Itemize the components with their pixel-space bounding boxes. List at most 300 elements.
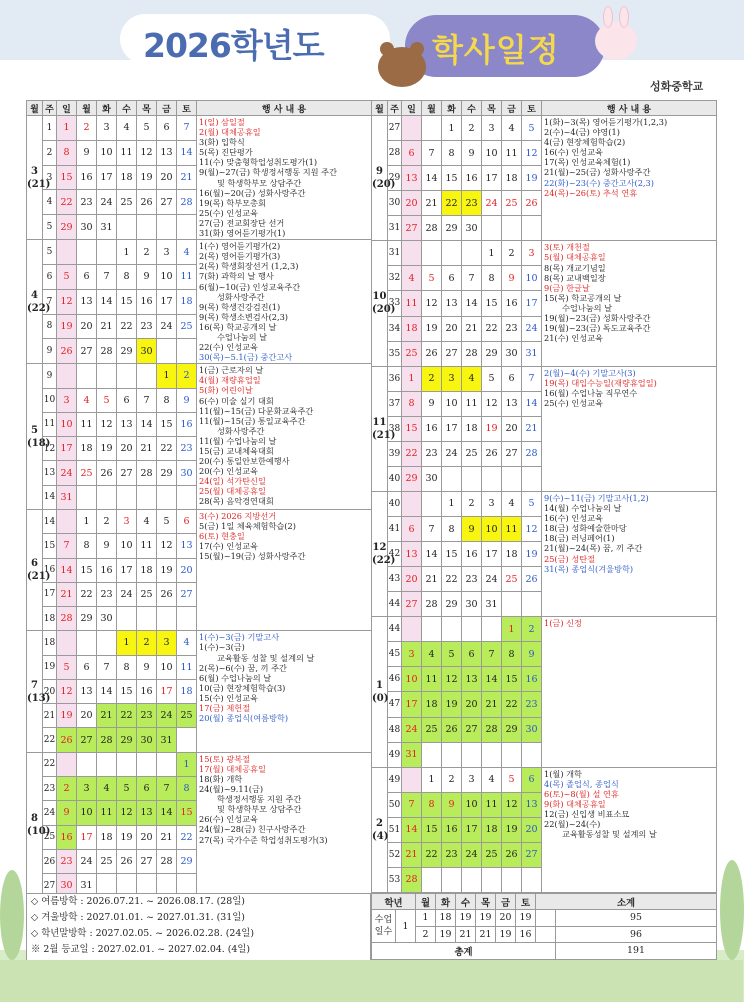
week-number: 22	[43, 728, 57, 752]
month-class-days: (20)	[372, 179, 396, 191]
week-number: 10	[43, 388, 57, 412]
week-number: 33	[388, 291, 402, 316]
day-cell: 2	[57, 777, 77, 801]
day-cell: 14	[482, 667, 502, 692]
day-cell: 2	[422, 366, 442, 391]
event-item: 5(금) 1일 체육체험학습(2)	[199, 521, 296, 532]
day-cell: 2	[77, 116, 97, 141]
day-cell: 29	[442, 216, 462, 241]
day-cell: 23	[522, 692, 542, 717]
day-cell: 2	[177, 364, 197, 388]
event-item: 11(월)~15(금) 다문화교육주간	[199, 405, 314, 416]
week-number: 45	[388, 642, 402, 667]
day-cell	[97, 752, 117, 776]
event-item: 2(수)~4(금) 야영(1)	[544, 127, 620, 138]
day-cell	[522, 592, 542, 617]
event-item: 5(목) 진단평가	[199, 147, 253, 158]
day-cell: 15	[117, 289, 137, 314]
week-number: 8	[43, 314, 57, 339]
day-cell: 12	[57, 289, 77, 314]
event-item: 27(금) 전교회장단 선거	[199, 217, 285, 228]
day-cell: 1	[117, 631, 137, 655]
day-cell: 13	[462, 667, 482, 692]
summary-term-2: 2	[416, 926, 436, 943]
day-cell: 1	[402, 366, 422, 391]
month-label: 4	[31, 289, 38, 301]
day-cell: 5	[422, 266, 442, 291]
event-item: 4(금) 현장체험학습(2)	[544, 137, 626, 148]
week-number: 49	[388, 742, 402, 767]
day-cell: 6	[177, 509, 197, 533]
day-cell: 19	[57, 314, 77, 339]
day-cell: 5	[442, 642, 462, 667]
week-number: 5	[43, 240, 57, 265]
event-item: 8(목) 교내백일장	[544, 272, 606, 283]
day-cell: 14	[462, 291, 482, 316]
day-cell: 20	[442, 316, 462, 341]
event-item: 15(목) 학교공개의 날	[544, 292, 622, 303]
summary-cell: 21	[456, 926, 476, 943]
day-cell	[137, 485, 157, 509]
day-cell: 20	[117, 437, 137, 461]
day-cell: 12	[522, 517, 542, 542]
day-cell: 8	[502, 642, 522, 667]
month-label: 1	[376, 679, 383, 691]
day-cell: 31	[402, 742, 422, 767]
day-cell: 21	[137, 437, 157, 461]
day-cell: 2	[522, 617, 542, 642]
day-cell: 28	[462, 341, 482, 366]
day-cell: 5	[57, 264, 77, 289]
day-cell: 27	[402, 592, 422, 617]
day-cell: 30	[422, 466, 442, 491]
day-cell: 22	[422, 842, 442, 867]
event-item: 및 학생학부모 상담주간	[217, 177, 302, 188]
day-cell: 17	[77, 825, 97, 849]
day-cell: 10	[482, 517, 502, 542]
day-cell	[137, 364, 157, 388]
column-header: 월	[27, 101, 43, 116]
day-cell: 13	[502, 391, 522, 416]
event-item: 18(금) 성화예술한마당	[544, 523, 627, 534]
event-item: 5(월) 대체공휴일	[544, 252, 606, 263]
day-cell: 4	[422, 642, 442, 667]
day-cell: 10	[442, 391, 462, 416]
day-cell	[482, 867, 502, 892]
bunny-icon	[595, 22, 637, 60]
day-cell: 23	[137, 704, 157, 728]
day-cell: 6	[402, 141, 422, 166]
day-cell	[177, 339, 197, 364]
event-item: 24(월)~28(금) 친구사랑주간	[199, 824, 306, 835]
week-row	[372, 491, 717, 516]
week-number: 4	[43, 190, 57, 215]
event-item: 15(토) 광복절	[199, 753, 251, 764]
event-item: 3(토) 개천절	[544, 242, 590, 253]
day-cell	[97, 364, 117, 388]
event-item: 21(수) 인성교육	[544, 333, 603, 344]
day-cell	[482, 466, 502, 491]
day-cell: 7	[482, 642, 502, 667]
day-cell: 21	[97, 704, 117, 728]
day-cell: 4	[502, 491, 522, 516]
event-item: 27(목) 국가수준 학업성취도평가(3)	[199, 834, 328, 845]
event-item: 19(목) 대입수능일(재량휴업일)	[544, 377, 657, 388]
event-item: 17(목) 인성교육체험(1)	[544, 157, 631, 168]
week-number: 11	[43, 412, 57, 436]
day-cell: 13	[77, 679, 97, 703]
week-number: 39	[388, 441, 402, 466]
day-cell: 12	[482, 391, 502, 416]
day-cell: 24	[77, 849, 97, 873]
month-class-days: (21)	[27, 571, 51, 583]
day-cell	[502, 466, 522, 491]
summary-side-label: 수업일수	[372, 910, 396, 943]
day-cell: 9	[57, 801, 77, 825]
event-item: 9(금) 한글날	[544, 282, 590, 293]
summary-total-1: 95	[556, 910, 717, 927]
month-label: 11	[372, 416, 387, 428]
day-cell: 13	[522, 792, 542, 817]
event-item: 2(목) 학생회장선거 (1,2,3)	[199, 261, 299, 272]
day-cell: 24	[522, 316, 542, 341]
week-number: 13	[43, 461, 57, 485]
month-cell	[27, 240, 51, 364]
summary-header-wed: 수	[456, 894, 476, 910]
day-cell: 27	[117, 461, 137, 485]
day-cell	[402, 617, 422, 642]
month-label: 2	[376, 817, 383, 829]
event-item: 2(월)~4(수) 기말고사(3)	[544, 367, 636, 378]
day-cell: 28	[422, 592, 442, 617]
day-cell: 14	[57, 558, 77, 582]
event-item: 교육활동성찰 및 설계의 날	[562, 829, 657, 840]
month-class-days: (10)	[27, 826, 51, 838]
column-header: 월	[372, 101, 388, 116]
event-item: 6(수) 미술 실기 대회	[199, 395, 274, 406]
day-cell: 11	[482, 792, 502, 817]
day-cell	[462, 617, 482, 642]
day-cell: 9	[137, 264, 157, 289]
column-header: 월	[77, 101, 97, 116]
event-item: 25(수) 인성교육	[544, 397, 603, 408]
event-item: 10(금) 현장체험학습(3)	[199, 682, 286, 693]
month-class-days: (22)	[372, 555, 396, 567]
day-cell: 2	[442, 767, 462, 792]
day-cell: 28	[157, 849, 177, 873]
week-number: 1	[43, 116, 57, 141]
day-cell: 6	[157, 116, 177, 141]
month-class-days: (13)	[27, 692, 51, 704]
day-cell: 18	[462, 416, 482, 441]
column-header: 목	[137, 101, 157, 116]
day-cell: 28	[402, 867, 422, 892]
day-cell: 16	[137, 679, 157, 703]
day-cell	[442, 742, 462, 767]
day-cell: 10	[157, 264, 177, 289]
day-cell: 30	[462, 592, 482, 617]
day-cell	[177, 215, 197, 240]
events-cell	[197, 240, 372, 364]
day-cell: 23	[77, 190, 97, 215]
event-item: 교육활동 성찰 및 설계의 날	[217, 652, 315, 663]
class-days-summary	[371, 893, 717, 960]
day-cell: 6	[137, 777, 157, 801]
day-cell: 18	[97, 825, 117, 849]
day-cell: 21	[97, 314, 117, 339]
day-cell: 21	[177, 165, 197, 190]
summary-grade: 1	[396, 910, 416, 943]
events-cell	[197, 509, 372, 630]
day-cell: 19	[137, 165, 157, 190]
event-item: 25(월) 대체공휴일	[199, 486, 266, 497]
day-cell: 11	[177, 655, 197, 679]
school-name: 성화중학교	[650, 80, 704, 93]
day-cell	[77, 240, 97, 265]
day-cell: 20	[522, 817, 542, 842]
day-cell: 14	[422, 166, 442, 191]
column-header: 토	[522, 101, 542, 116]
day-cell	[57, 240, 77, 265]
week-number: 29	[388, 166, 402, 191]
day-cell: 31	[97, 215, 117, 240]
day-cell: 10	[57, 412, 77, 436]
events-cell	[197, 364, 372, 510]
day-cell: 4	[77, 388, 97, 412]
summary-cell: 18	[436, 910, 456, 927]
day-cell: 18	[502, 166, 522, 191]
summary-cell: 19	[516, 910, 536, 927]
day-cell: 13	[442, 291, 462, 316]
column-header: 월	[422, 101, 442, 116]
day-cell: 6	[442, 266, 462, 291]
day-cell: 13	[402, 166, 422, 191]
summary-cell	[536, 910, 556, 927]
day-cell	[97, 631, 117, 655]
week-number: 47	[388, 692, 402, 717]
day-cell: 17	[157, 679, 177, 703]
day-cell: 22	[177, 825, 197, 849]
day-cell	[422, 241, 442, 266]
day-cell: 12	[137, 140, 157, 165]
event-item: 1(금) 근로자의 날	[199, 365, 264, 376]
day-cell: 8	[77, 534, 97, 558]
day-cell: 14	[157, 801, 177, 825]
week-number: 12	[43, 437, 57, 461]
event-item: 22(수) 인성교육	[199, 342, 258, 353]
day-cell	[157, 339, 177, 364]
week-number: 16	[43, 558, 57, 582]
day-cell: 24	[482, 567, 502, 592]
summary-cell: 19	[476, 910, 496, 927]
event-item: 16(월) 수업나눔 직무연수	[544, 387, 638, 398]
day-cell: 10	[482, 141, 502, 166]
day-cell: 3	[57, 388, 77, 412]
day-cell: 21	[57, 582, 77, 606]
event-item: 7(화) 과학의 날 행사	[199, 271, 274, 282]
month-label: 10	[372, 291, 387, 303]
column-header: 행 사 내 용	[197, 101, 372, 116]
day-cell	[522, 867, 542, 892]
day-cell: 7	[422, 141, 442, 166]
day-cell	[157, 607, 177, 631]
event-item: 24(일) 석가탄신일	[199, 476, 266, 487]
day-cell	[442, 617, 462, 642]
summary-header-subtotal: 소계	[536, 894, 717, 910]
day-cell: 7	[97, 655, 117, 679]
day-cell: 18	[422, 692, 442, 717]
day-cell: 17	[97, 165, 117, 190]
day-cell: 8	[442, 141, 462, 166]
day-cell: 28	[97, 728, 117, 752]
day-cell: 22	[442, 567, 462, 592]
day-cell: 9	[462, 141, 482, 166]
day-cell: 30	[177, 461, 197, 485]
day-cell: 14	[177, 140, 197, 165]
column-header: 행 사 내 용	[542, 101, 717, 116]
calendar-first-half	[26, 100, 372, 898]
week-row	[372, 366, 717, 391]
day-cell: 8	[402, 391, 422, 416]
day-cell: 10	[117, 534, 137, 558]
day-cell: 28	[482, 717, 502, 742]
event-item: 25(금) 성탄절	[544, 553, 596, 564]
column-header: 토	[177, 101, 197, 116]
event-item: 14(월) 수업나눔의 날	[544, 503, 622, 514]
day-cell: 29	[502, 717, 522, 742]
day-cell: 12	[422, 291, 442, 316]
day-cell	[402, 116, 422, 141]
day-cell: 22	[77, 582, 97, 606]
calendar-second-half	[371, 100, 717, 893]
event-item: 1(금) 신정	[544, 618, 582, 629]
day-cell	[157, 215, 177, 240]
week-number: 49	[388, 767, 402, 792]
day-cell: 26	[522, 191, 542, 216]
day-cell: 23	[177, 437, 197, 461]
week-row	[372, 241, 717, 266]
day-cell: 25	[402, 341, 422, 366]
event-item: 24(월)~9.11(금)	[199, 784, 264, 795]
note-yearend: ◇ 학년말방학 : 2027.02.05. ~ 2026.02.28. (24일)	[31, 928, 255, 939]
day-cell: 20	[502, 416, 522, 441]
event-item: 1(화)~3(목) 영어듣기평가(1,2,3)	[544, 117, 668, 127]
week-row	[27, 364, 372, 388]
summary-header-thu: 목	[476, 894, 496, 910]
day-cell: 27	[77, 728, 97, 752]
summary-header-grade: 학년	[372, 894, 416, 910]
day-cell: 1	[77, 509, 97, 533]
day-cell	[117, 485, 137, 509]
week-number: 31	[388, 216, 402, 241]
day-cell: 6	[402, 517, 422, 542]
day-cell: 8	[117, 655, 137, 679]
day-cell: 16	[502, 291, 522, 316]
day-cell: 25	[482, 842, 502, 867]
week-number: 35	[388, 341, 402, 366]
event-item: 12(금) 신입생 비표소묘	[544, 809, 630, 819]
day-cell: 11	[137, 534, 157, 558]
month-class-days: (0)	[372, 692, 389, 704]
day-cell: 6	[77, 264, 97, 289]
day-cell	[117, 364, 137, 388]
column-header: 수	[462, 101, 482, 116]
day-cell: 26	[422, 341, 442, 366]
day-cell	[157, 485, 177, 509]
week-number: 22	[43, 752, 57, 776]
summary-cell: 16	[516, 926, 536, 943]
day-cell: 6	[462, 642, 482, 667]
summary-cell: 19	[496, 926, 516, 943]
month-class-days: (4)	[372, 830, 389, 842]
week-number: 24	[43, 801, 57, 825]
day-cell: 27	[462, 717, 482, 742]
week-number: 36	[388, 366, 402, 391]
day-cell: 29	[117, 728, 137, 752]
day-cell	[522, 466, 542, 491]
day-cell: 29	[402, 466, 422, 491]
week-number: 51	[388, 817, 402, 842]
day-cell: 18	[177, 679, 197, 703]
day-cell: 5	[117, 777, 137, 801]
day-cell	[57, 509, 77, 533]
event-item: 17(수) 인성교육	[199, 541, 258, 552]
day-cell: 3	[77, 777, 97, 801]
event-item: 1(수)~3(금)	[199, 642, 245, 653]
day-cell: 15	[442, 542, 462, 567]
summary-cell: 19	[436, 926, 456, 943]
day-cell: 23	[462, 191, 482, 216]
event-item: 16(수) 인성교육	[544, 147, 603, 158]
month-class-days: (18)	[27, 437, 51, 449]
day-cell: 11	[117, 140, 137, 165]
event-item: 9(화) 대체공휴일	[544, 798, 606, 809]
day-cell: 25	[97, 849, 117, 873]
event-item: 18(금) 러닝페어(1)	[544, 533, 615, 544]
week-number: 40	[388, 491, 402, 516]
event-item: 31(목) 종업식(겨울방학)	[544, 563, 634, 574]
day-cell: 16	[462, 166, 482, 191]
day-cell	[137, 607, 157, 631]
week-number: 14	[43, 509, 57, 533]
event-item: 20(수) 통일안보한예행사	[199, 456, 290, 467]
day-cell: 7	[522, 366, 542, 391]
day-cell: 26	[157, 582, 177, 606]
column-header: 일	[402, 101, 422, 116]
day-cell: 5	[137, 116, 157, 141]
day-cell: 30	[502, 341, 522, 366]
day-cell: 19	[522, 542, 542, 567]
events-cell	[542, 767, 717, 892]
month-label: 9	[376, 166, 383, 178]
day-cell: 15	[157, 412, 177, 436]
day-cell: 22	[402, 441, 422, 466]
day-cell: 25	[502, 191, 522, 216]
day-cell: 14	[97, 679, 117, 703]
day-cell: 17	[402, 692, 422, 717]
day-cell: 8	[117, 264, 137, 289]
day-cell: 21	[482, 692, 502, 717]
day-cell: 3	[522, 241, 542, 266]
summary-grand-total: 191	[556, 943, 717, 960]
event-item: 22(월)~24(수)	[544, 819, 601, 830]
day-cell: 18	[502, 542, 522, 567]
day-cell: 13	[157, 140, 177, 165]
day-cell: 22	[482, 316, 502, 341]
event-item: 6(토) 현충일	[199, 531, 245, 542]
day-cell	[137, 215, 157, 240]
week-row	[372, 617, 717, 642]
